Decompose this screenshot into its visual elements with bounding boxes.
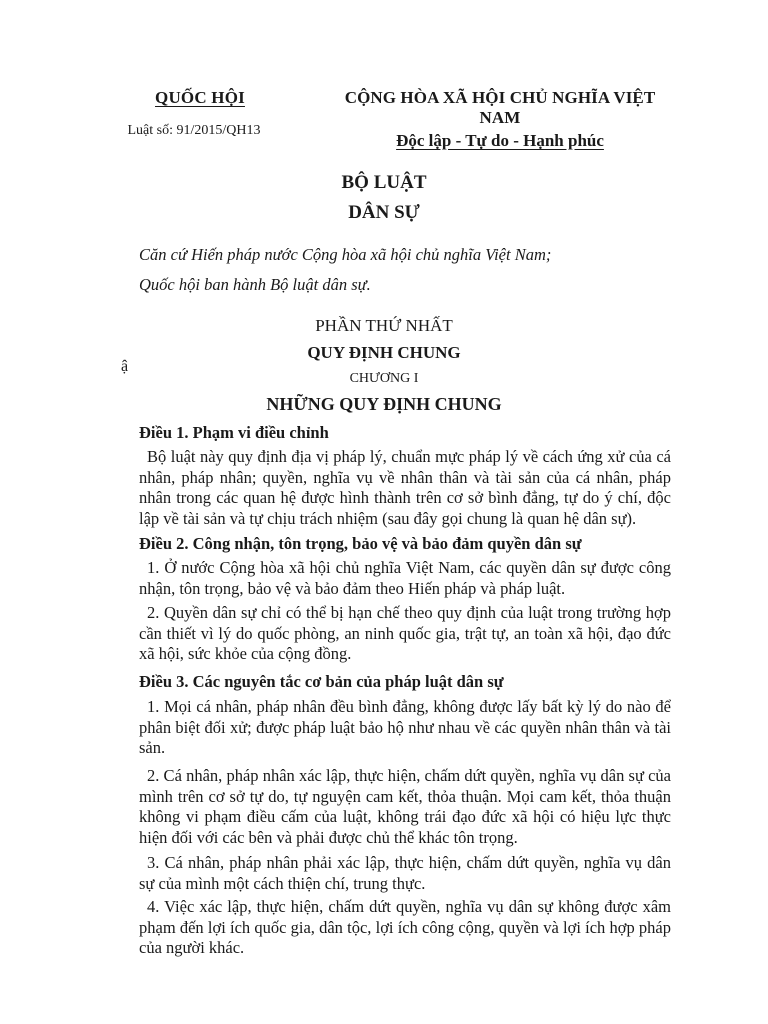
national-heading	[330, 88, 670, 151]
issuer-block	[100, 88, 300, 139]
article-heading: Điều 2. Công nhận, tôn trọng, bảo vệ và bảo đảm quyền dân sự	[139, 534, 582, 553]
preamble	[139, 240, 699, 300]
part-label: PHẦN THỨ NHẤT	[315, 316, 453, 335]
article-paragraph: 4. Việc xác lập, thực hiện, chấm dứt quyền, nghĩa vụ dân sự không được xâm phạm đến lợi ích quốc gia, dân tộc, lợi ích công cộng, quyền và lợi ích hợp pháp của người khác.	[139, 897, 671, 957]
law-number: Luật số: 91/2015/QH13	[127, 123, 261, 138]
article-paragraph: 3. Cá nhân, pháp nhân phải xác lập, thực hiện, chấm dứt quyền, nghĩa vụ dân sự của mình một cách thiện chí, trung thực.	[139, 853, 671, 893]
document-title-line2: DÂN SỰ	[348, 202, 420, 223]
article-paragraph: Bộ luật này quy định địa vị pháp lý, chuẩn mực pháp lý về cách ứng xử của cá nhân, pháp nhân; quyền, nghĩa vụ về nhân thân và tài sản của cá nhân, pháp nhân trong các quan hệ được hình thành trên cơ sở bình đẳng, tự do ý chí, độc lập về tài sản và tự chịu trách nhiệm (sau đây gọi chung là quan hệ dân sự).	[139, 447, 671, 528]
preamble-line: Quốc hội ban hành Bộ luật dân sự.	[139, 275, 371, 294]
article-heading: Điều 3. Các nguyên tắc cơ bản của pháp luật dân sự	[139, 672, 504, 691]
document-title-line1: BỘ LUẬT	[341, 172, 427, 193]
article-paragraph: 1. Mọi cá nhân, pháp nhân đều bình đẳng, không được lấy bất kỳ lý do nào để phân biệt đối xử; được pháp luật bảo hộ như nhau về các quyền nhân thân và tài sản.	[139, 697, 671, 757]
agency-name: QUỐC HỘI	[155, 88, 245, 107]
nation-name: CỘNG HÒA XÃ HỘI CHỦ NGHĨA VIỆT NAM	[344, 88, 656, 127]
preamble-line: Căn cứ Hiến pháp nước Cộng hòa xã hội chủ nghĩa Việt Nam;	[139, 245, 552, 264]
article-paragraph: 2. Cá nhân, pháp nhân xác lập, thực hiện, chấm dứt quyền, nghĩa vụ dân sự của mình trên cơ sở tự do, tự nguyện cam kết, thỏa thuận. Mọi cam kết, thỏa thuận không vi phạm điều cấm của luật, không trái đạo đức xã hội có hiệu lực thực hiện đối với các bên và phải được chủ thể khác tôn trọng.	[139, 766, 671, 847]
margin-mark: ậ	[121, 358, 129, 375]
chapter-label: CHƯƠNG I	[349, 371, 419, 386]
part-name: QUY ĐỊNH CHUNG	[307, 343, 461, 362]
article-paragraph: 2. Quyền dân sự chỉ có thể bị hạn chế theo quy định của luật trong trường hợp cần thiết vì lý do quốc phòng, an ninh quốc gia, trật tự, an toàn xã hội, đạo đức xã hội, sức khỏe của cộng đồng.	[139, 603, 671, 663]
article-heading: Điều 1. Phạm vi điều chỉnh	[139, 423, 329, 442]
chapter-name: NHỮNG QUY ĐỊNH CHUNG	[266, 394, 502, 414]
national-motto: Độc lập - Tự do - Hạnh phúc	[396, 131, 604, 150]
article-paragraph: 1. Ở nước Cộng hòa xã hội chủ nghĩa Việt Nam, các quyền dân sự được công nhận, tôn trọng, bảo vệ và bảo đảm theo Hiến pháp và pháp luật.	[139, 558, 671, 598]
